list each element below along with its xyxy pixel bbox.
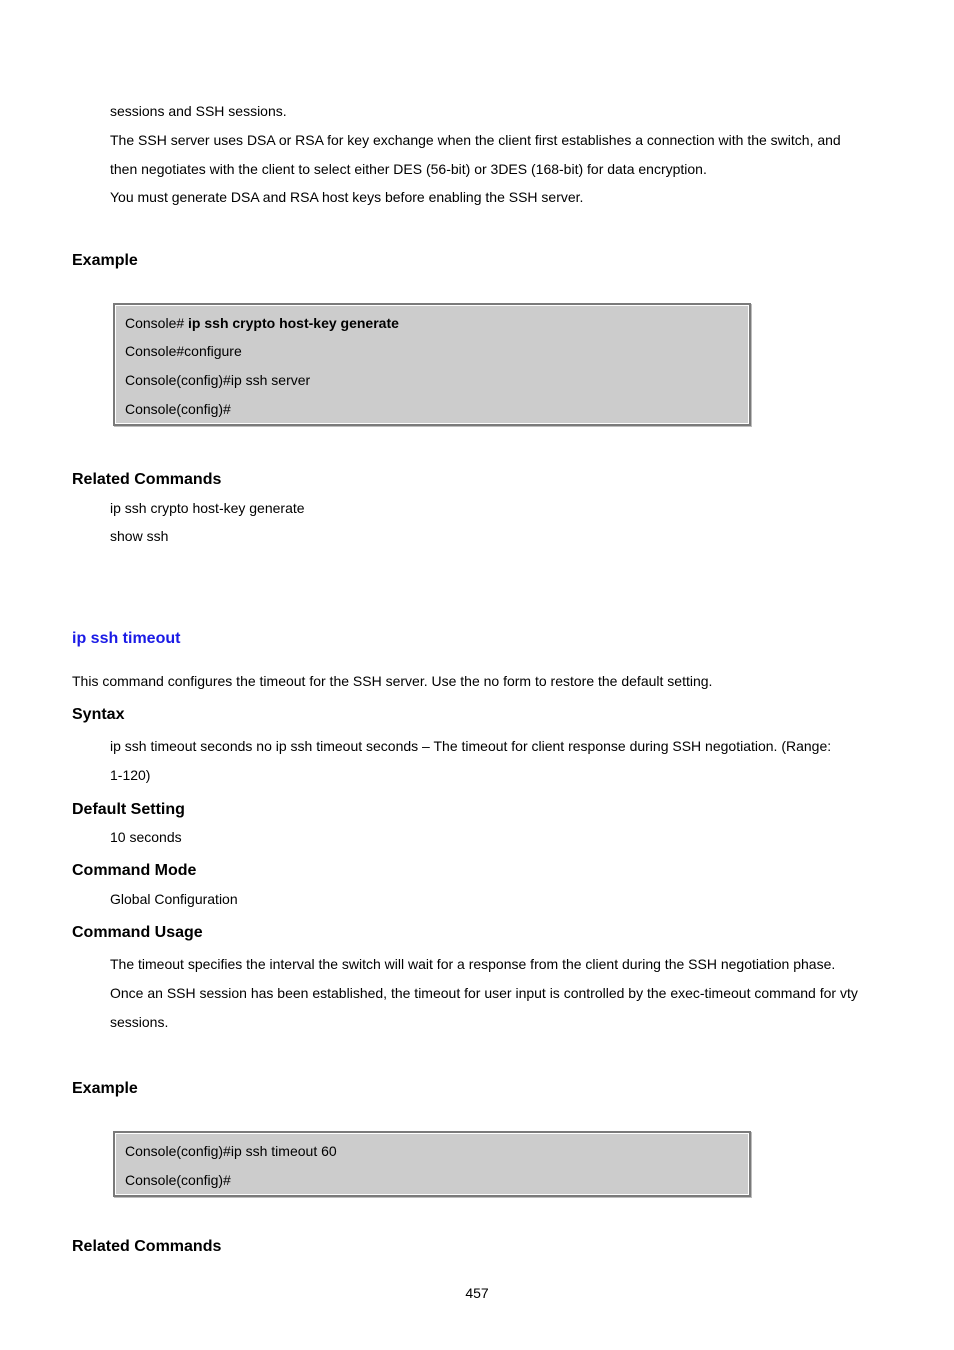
intro-line-1: sessions and SSH sessions. xyxy=(110,103,287,119)
console-line: Console(config)#ip ssh timeout 60 xyxy=(125,1143,337,1159)
console-line xyxy=(125,315,399,332)
command-usage-heading: Command Usage xyxy=(72,924,203,941)
related-command-item: ip ssh crypto host-key generate xyxy=(110,500,305,516)
default-setting-heading: Default Setting xyxy=(72,801,185,818)
related-command-item: show ssh xyxy=(110,528,169,544)
default-setting-value: 10 seconds xyxy=(110,829,182,845)
console-line: Console(config)# xyxy=(125,401,231,417)
console-line: Console#configure xyxy=(125,343,242,359)
page-number: 457 xyxy=(465,1285,489,1301)
command-mode-value: Global Configuration xyxy=(110,891,238,907)
command-usage-line-3: sessions. xyxy=(110,1014,169,1030)
section-title: ip ssh timeout xyxy=(72,630,181,647)
example-heading-2: Example xyxy=(72,1080,138,1097)
intro-line-4: You must generate DSA and RSA host keys before enabling the SSH server. xyxy=(110,189,584,205)
example-heading-1: Example xyxy=(72,252,138,269)
command-mode-heading: Command Mode xyxy=(72,862,197,879)
syntax-heading: Syntax xyxy=(72,706,125,723)
console-prompt: Console# xyxy=(125,315,189,331)
syntax-line-1: ip ssh timeout seconds no ip ssh timeout seconds – The timeout for client response during SSH negotiation. (Range: xyxy=(110,738,832,754)
section-description: This command configures the timeout for the SSH server. Use the no form to restore the default setting. xyxy=(72,673,713,689)
console-command: ip ssh crypto host-key generate xyxy=(188,315,399,331)
syntax-line-2: 1-120) xyxy=(110,767,151,783)
console-line: Console(config)#ip ssh server xyxy=(125,372,311,388)
command-usage-line-2: Once an SSH session has been established, the timeout for user input is controlled by the exec-timeout command for vty xyxy=(110,985,858,1001)
related-commands-heading-2: Related Commands xyxy=(72,1238,222,1255)
command-usage-line-1: The timeout specifies the interval the switch will wait for a response from the client during the SSH negotiation phase. xyxy=(110,956,836,972)
related-commands-heading-1: Related Commands xyxy=(72,471,222,488)
console-line: Console(config)# xyxy=(125,1172,231,1188)
console-example-1 xyxy=(113,303,751,426)
console-example-2 xyxy=(113,1131,751,1197)
intro-line-3: then negotiates with the client to select either DES (56-bit) or 3DES (168-bit) for data encryption. xyxy=(110,161,707,177)
intro-line-2: The SSH server uses DSA or RSA for key exchange when the client first establishes a connection with the switch, and xyxy=(110,132,841,148)
